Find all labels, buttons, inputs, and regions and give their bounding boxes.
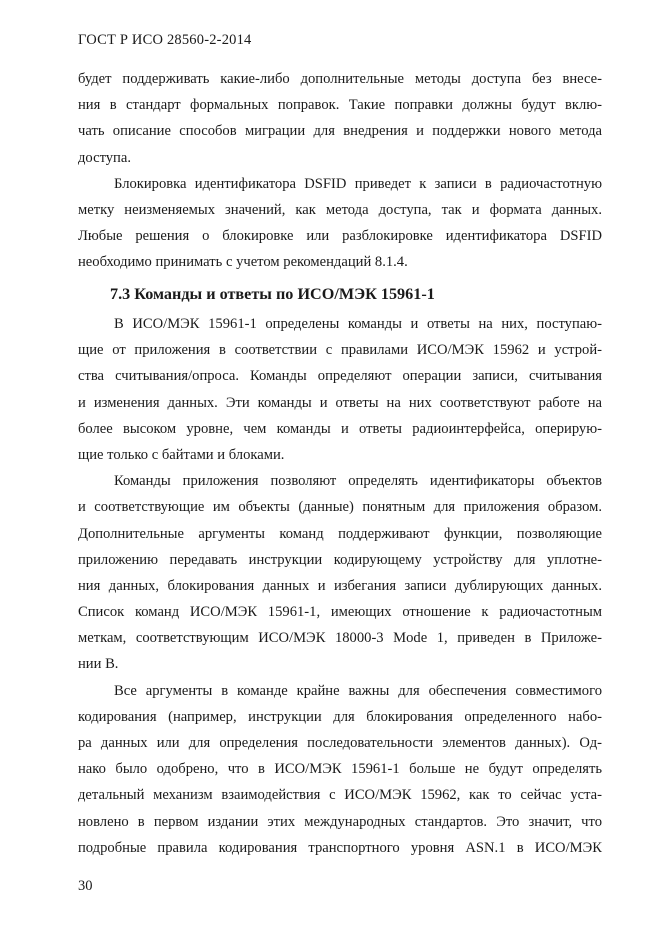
document-header: ГОСТ Р ИСО 28560-2-2014 (78, 32, 252, 48)
text-line: метку неизменяемых значений, как метода доступа, так и формата данных. (78, 201, 602, 218)
text-line: нии B. (78, 656, 119, 673)
text-line: новлено в первом издании этих международных стандартов. Это значит, что (78, 813, 602, 830)
text-line: ра данных или для определения последовательности элементов данных). Од- (78, 735, 602, 751)
text-line: подробные правила кодирования транспортного уровня ASN.1 в ИСО/МЭК (78, 839, 602, 856)
text-line: будет поддерживать какие-либо дополнительные методы доступа без внесе- (78, 71, 602, 87)
text-line: доступа. (78, 149, 131, 166)
paragraph (78, 678, 602, 861)
text-line: приложению передавать инструкции кодирующему устройству для уплотне- (78, 551, 602, 568)
text-line: ния в стандарт формальных поправок. Такие поправки должны будут вклю- (78, 97, 602, 114)
text-line: и соответствующие им объекты (данные) понятным для приложения образом. (78, 499, 602, 516)
text-line: необходимо принимать с учетом рекомендаций 8.1.4. (78, 254, 408, 271)
text-line: В ИСО/МЭК 15961-1 определены команды и ответы на них, поступаю- (114, 316, 602, 332)
section-heading: 7.3 Команды и ответы по ИСО/МЭК 15961-1 (110, 285, 435, 303)
text-line: ства считывания/опроса. Команды определяют операции записи, считывания (78, 368, 602, 385)
text-line: более высоком уровне, чем команды и ответы радиоинтерфейса, оперирую- (78, 420, 602, 437)
paragraph (78, 171, 602, 276)
text-line: Любые решения о блокировке или разблокировке идентификатора DSFID (78, 228, 602, 245)
text-line: чать описание способов миграции для внедрения и поддержки нового метода (78, 123, 602, 140)
paragraph (78, 468, 602, 678)
paragraph (78, 66, 602, 171)
text-line: кодирования (например, инструкции для блокирования определенного набо- (78, 708, 602, 725)
text-line: и изменения данных. Эти команды и ответы на них соответствуют работе на (78, 394, 602, 411)
page-number: 30 (78, 878, 93, 894)
page-body (78, 66, 602, 276)
text-line: Дополнительные аргументы команд поддерживают функции, позволяющие (78, 525, 602, 542)
page-body-section (78, 311, 602, 861)
text-line: щие только с байтами и блоками. (78, 446, 285, 463)
text-line: щие от приложения в соответствии с правилами ИСО/МЭК 15962 и устрой- (78, 342, 602, 359)
text-line: меткам, соответствующим ИСО/МЭК 18000-3 Mode 1, приведен в Приложе- (78, 630, 602, 647)
text-line: Все аргументы в команде крайне важны для обеспечения совместимого (114, 682, 602, 699)
text-line: нако было одобрено, что в ИСО/МЭК 15961-1 больше не будут определять (78, 761, 602, 778)
text-line: ния данных, блокирования данных и избегания записи дублирующих данных. (78, 577, 602, 594)
paragraph (78, 311, 602, 468)
text-line: детальный механизм взаимодействия с ИСО/МЭК 15962, как то сейчас уста- (78, 787, 602, 804)
text-line: Блокировка идентификатора DSFID приведет к записи в радиочастотную (114, 175, 602, 192)
text-line: Список команд ИСО/МЭК 15961-1, имеющих отношение к радиочастотным (78, 604, 602, 621)
text-line: Команды приложения позволяют определять идентификаторы объектов (114, 473, 602, 490)
